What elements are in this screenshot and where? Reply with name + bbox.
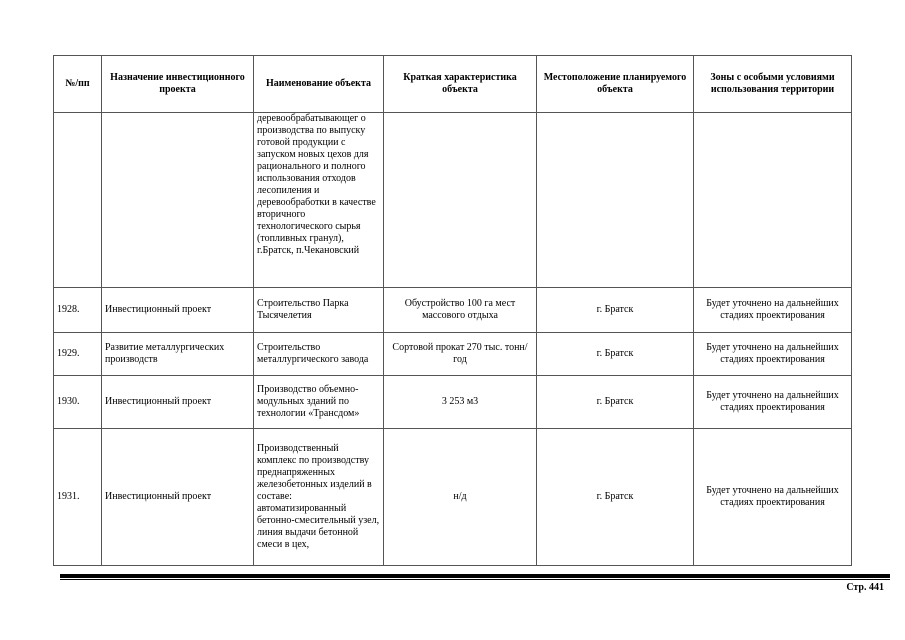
cell-name: Строительство металлургического завода (254, 333, 384, 376)
cell-purpose: Инвестиционный проект (102, 429, 254, 566)
header-purpose: Назначение инвестиционного проекта (102, 56, 254, 113)
cell-description (384, 113, 537, 288)
footer-divider-thick (60, 574, 890, 578)
cell-purpose: Развитие металлургических производств (102, 333, 254, 376)
table-row (54, 429, 852, 566)
cell-description: Обустройство 100 га мест массового отдыха (384, 288, 537, 333)
cell-description: Сортовой прокат 270 тыс. тонн/год (384, 333, 537, 376)
cell-purpose: Инвестиционный проект (102, 376, 254, 429)
header-num: №/пп (54, 56, 102, 113)
cell-num: 1931. (54, 429, 102, 566)
investment-projects-table (53, 55, 852, 566)
cell-zones: Будет уточнено на дальнейших стадиях проектирования (694, 333, 852, 376)
header-description: Краткая характеристика объекта (384, 56, 537, 113)
cell-location: г. Братск (537, 429, 694, 566)
cell-purpose (102, 113, 254, 288)
cell-zones: Будет уточнено на дальнейших стадиях проектирования (694, 376, 852, 429)
cell-description: 3 253 м3 (384, 376, 537, 429)
table-header-row (54, 56, 852, 113)
cell-name: деревообрабатывающег о производства по выпуску готовой продукции с запуском новых цехов для рационального и полного использования отходов лесопиления и деревообработки в качестве вторичного технологического сырья (топливных гранул), г.Братск, п.Чекановский (254, 113, 384, 288)
footer-divider-thin (60, 579, 890, 580)
header-zones: Зоны с особыми условиями использования территории (694, 56, 852, 113)
table-row (54, 288, 852, 333)
cell-zones (694, 113, 852, 288)
cell-zones: Будет уточнено на дальнейших стадиях проектирования (694, 429, 852, 566)
page-number: Стр. 441 (846, 582, 884, 593)
cell-description: н/д (384, 429, 537, 566)
cell-purpose: Инвестиционный проект (102, 288, 254, 333)
cell-name: Производственный комплекс по производству преднапряженных железобетонных изделий в составе: автоматизированный бетонно-смесительный узел, линия выдачи бетонной смеси в цех, (254, 429, 384, 566)
cell-name: Строительство Парка Тысячелетия (254, 288, 384, 333)
cell-location: г. Братск (537, 333, 694, 376)
cell-location: г. Братск (537, 288, 694, 333)
cell-num: 1928. (54, 288, 102, 333)
cell-location: г. Братск (537, 376, 694, 429)
cell-zones: Будет уточнено на дальнейших стадиях проектирования (694, 288, 852, 333)
table-row (54, 333, 852, 376)
cell-num: 1929. (54, 333, 102, 376)
header-location: Местоположение планируемого объекта (537, 56, 694, 113)
cell-location (537, 113, 694, 288)
table-row (54, 113, 852, 288)
table-row (54, 376, 852, 429)
cell-name: Производство объемно-модульных зданий по технологии «Трансдом» (254, 376, 384, 429)
cell-num: 1930. (54, 376, 102, 429)
cell-num (54, 113, 102, 288)
header-name: Наименование объекта (254, 56, 384, 113)
